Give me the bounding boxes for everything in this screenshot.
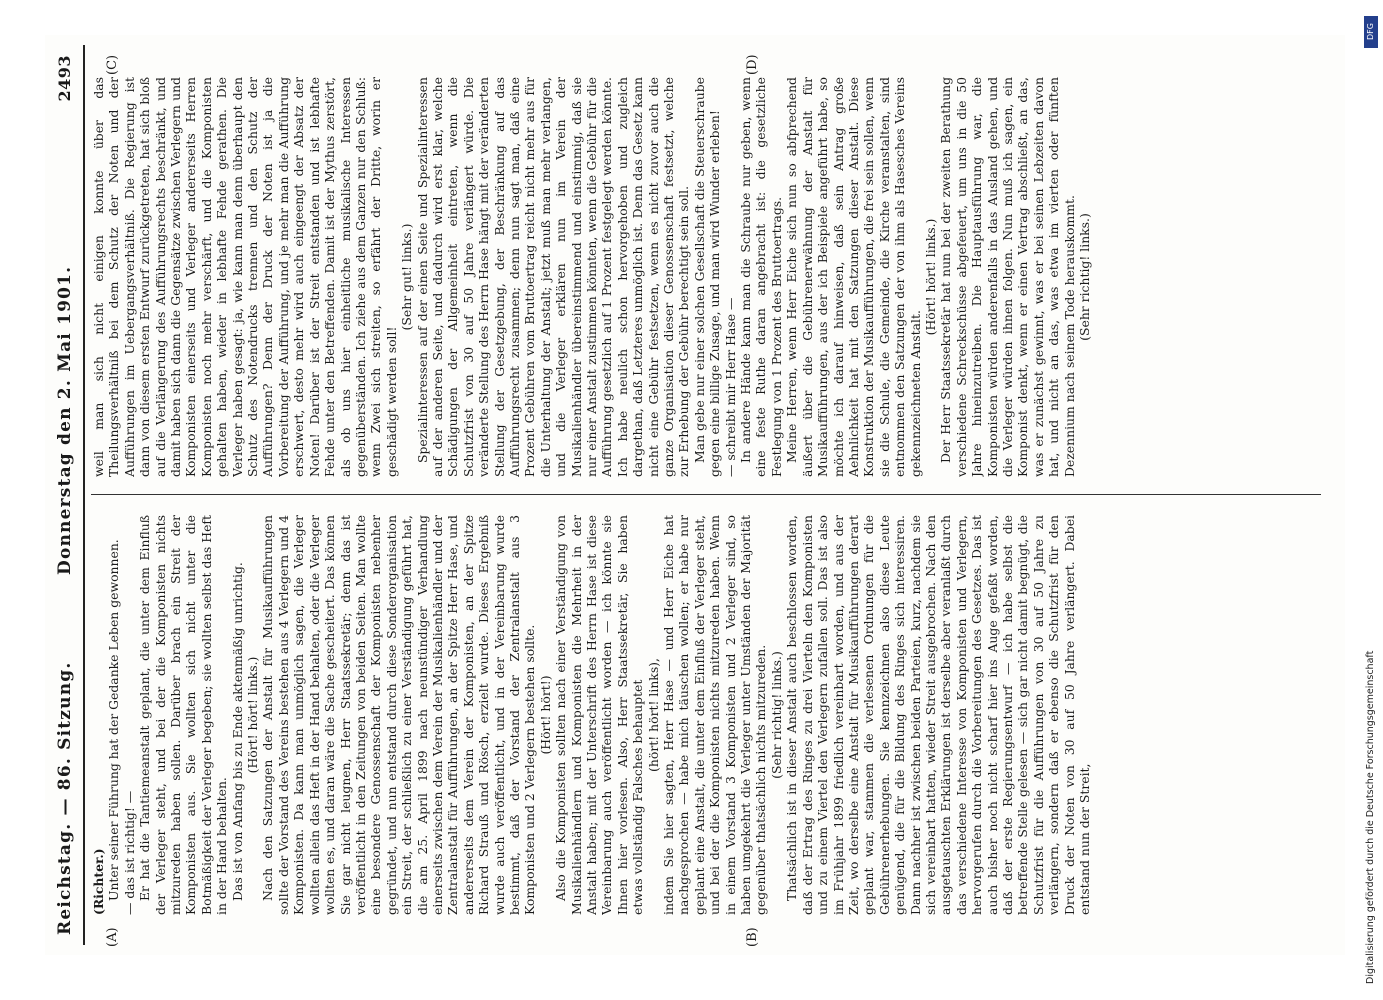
paragraph: (Richter.) [91,848,106,915]
paragraph: — das ist richtig! — [121,790,137,915]
page-header [49,35,83,955]
paragraph: weil man sich nicht einigen konnte über das Theilungsverhältniß bei dem Schutz der Noten und der Aufführungen im Uebergangsverhältniß. Die Regierung ist dann von diesem ersten Entwurf zurückgetreten, hat sich bloß auf die Verlängerung des Aufführungsrechts beschränkt, und damit haben sich dann die Gegensätze zwischen Verlegern und Komponisten einerseits und Verleger andererseits Herren Komponisten noch mehr verschärft, und die Komponisten gehalten haben, wieder in lebhafte Fehde gerathen. Die Verleger haben gesagt: ja, wie kann man denn überhaupt den Schutz des Notendrucks trennen und den Schutz der Aufführungen? Denn der Druck der Noten ist ja die Vorbereitung der Aufführung, und je mehr man die Aufführung erschwert, desto mehr wird auch eingeengt der Absatz der Noten! Darüber ist der Streit entstanden und ist lebhafte Fehde unter den Betreffenden. Damit ist der Mythus zerstört, als ob uns hier einheitliche musikalische Interessen gegenüberständen. Ich ziehe aus dem Ganzen nur den Schluß: wenn Zwei sich streiten, so erfährt der Dritte, worin er geschädigt werden soll! [91,77,399,477]
paragraph: Meine Herren, wenn Herr Eiche sich nun so abfprechend äußert über die Gebührenerwähnung der Anstalt für Musikaufführungen, aus der ich Beispiele angeführt habe, so möchte ich darauf hinweisen, daß sein Antrag große Aehnlichkeit hat mit den Satzungen dieser Anstalt. Diese Konstruktion der Musikaufführungen, die frei sein sollen, wenn sie die Schule, die Gemeinde, die Kirche veranstalten, sind entnommen den Satzungen der von ihm als Hasesches Vereins gekennzeichneten Anstalt. [784,77,923,477]
paragraph: (Hört! hört!) [537,675,553,755]
paragraph: Das ist von Anfang bis zu Ende aktenmäßig unrichtig. [229,562,245,901]
paragraph: indem Sie hier sagten, Herr Hase — und Herr Eiche hat nachgesprochen — habe mich täuschen wollen; er habe nur geplant eine Anstalt, die unter dem Einfluß der Verleger steht, und bei der die Komponisten nichts mitzureden haben. Wenn in einem Vorstand 3 Komponisten und 2 Verleger sind, so haben umgekehrt die Verleger unter Umständen der Majorität gegenüber thatsächlich nichts mitzureden. [661,515,769,915]
right-column [91,77,1321,477]
paragraph: — schreibt mir Herr Hase — [722,297,738,477]
paragraph: Er hat die Tantiemeanstalt geplant, die unter dem Einfluß der Verleger steht, und bei der die Komponisten nichts mitzureden haben sollen. Darüber brach ein Streit der Komponisten aus. Sie wollten sich nicht unter die Botmäßigkeit der Verleger begeben; sie wollten selbst das Heft in der Hand behalten. [137,515,230,915]
newspaper-page [45,35,1345,955]
paragraph: (Hört! hört! links.) [245,656,261,774]
header-date: Donnerstag den 2. Mai 1901. [55,265,75,575]
column-divider [91,494,1321,495]
paragraph: (Sehr richtig! links.) [768,651,784,779]
left-column [91,515,1321,915]
digitization-sidebar [1362,10,1380,990]
paragraph: (Hört! hört! links.) [922,218,938,336]
paragraph: Spezialinteressen auf der einen Seite und Spezialinteressen auf der anderen Seite, und dadurch wird erst klar, welche Schädigungen der Allgemeinheit eintreten, wenn die Schutzfrist von 30 auf 50 Jahre verlängert würde. Die veränderte Stellung des Herrn Hase hängt mit der veränderten Stellung der Gesetzgebung, der Beschränkung auf das Aufführungsrecht zusammen; denn nun sagt man, daß eine Prozent Gebühren vom Bruttoertrag reicht nicht mehr aus für die Unterhaltung der Anstalt; jetzt muß man mehr verlangen, und die Verleger erklären nun im Verein der Musikalienhändler übereinstimmend und einstimmig, daß sie nur einer Anstalt zustimmen könnten, wenn die Gebühr für die Aufführung gesetzlich auf 1 Prozent festgelegt werden könnte. Ich habe neulich schon hervorgehoben und zugleich dargethan, daß Letzteres unmöglich ist. Denn das Gesetz kann nicht eine Gebühr festsetzen, wenn es nicht zuvor auch die ganze Organisation dieser Genossenschaft festsetzt, welche zur Erhebung der Gebühr berechtigt sein soll. [414,77,692,477]
paragraph: (Sehr gut! links.) [399,223,415,331]
paragraph: Unter seiner Führung hat der Gedanke Leben gewonnen. [106,539,122,901]
paragraph: (Sehr richtig! links.) [1077,213,1092,341]
header-left: Reichstag. — 86. Sitzung. [55,661,75,935]
paragraph: Der Herr Staatssekretär hat nun bei der zweiten Berathung verschiedene Schreckschüsse abgefeuert, um uns in die 50 Jahre hineinzutreiben. Die Hauptausführung war, die Komponisten würden anderenfalls in das Ausland gehen, und die Verleger würden ihnen folgen. Nun muß ich sagen, ein Komponist denkt, wenn er einen Vertrag abschließt, an das, was er zunächst gewinnt, was er bei seinen Lebzeiten davon hat, und nicht an das, was etwa im vierten oder fünften Dezennium nach seinem Tode herauskommt. [938,77,1077,477]
paragraph: Also die Komponisten sollten nach einer Verständigung von Musikalienhändlern und Komponisten die Mehrheit in der Anstalt haben; mit der Unterschrift des Herrn Hase ist diese Vereinbarung auch veröffentlicht worden — ich könnte sie Ihnen hier vorlesen. Also, Herr Staatssekretär, Sie haben etwas vollständig Falsches behauptet [553,515,646,915]
paragraph: Thatsächlich ist in dieser Anstalt auch beschlossen worden, daß der Ertrag des Ringes zu drei Vierteln den Komponisten und zu einem Viertel den Verlegern zufallen soll. Das ist also im Frühjahr 1899 friedlich vereinbart worden, und aus der Zeit, wo derselbe eine Anstalt für Musikaufführungen derart geplant war, stammen die verlesenen Ordnungen für die Gebührenerhebungen. Sie kennzeichnen also diese Leute genügend, die für die Bildung des Ringes sich interessiren. Dann nachher ist zwischen beiden Parteien, kurz, nachdem sie sich vereinbart hatten, wieder Streit ausgebrochen. Nach den ausgetauschten Erklärungen ist derselbe aber veranlaßt durch das verschiedene Interesse von Komponisten und Verlegern, hervorgerufen durch die Vorbereitungen des Gesetzes. Das ist auch bisher noch nicht scharf hier ins Auge gefaßt worden, daß der erste Regierungsentwurf — ich habe selbst die betreffende Stelle gelesen — sich gar nicht damit begnügt, die Schutzfrist für die Aufführungen von 30 auf 50 Jahre zu verlängern, sondern daß er ebenso die Schutzfrist für den Druck der Noten von 30 auf 50 Jahre verlängert. Dabei entstand nun der Streit, [784,515,1092,915]
margin-label-d: (D) [745,54,760,75]
paragraph: Nach den Satzungen der Anstalt für Musikaufführungen sollte der Vorstand des Vereins bestehen aus 4 Verlegern und 4 Komponisten. Da kann man unmöglich sagen, die Verleger wollten allein das Heft in der Hand behalten, oder die Verleger wollten es, und daran wäre die Sache gescheitert. Das können Sie gar nicht leugnen, Herr Staatssekretär; denn das ist veröffentlicht in den Zeitungen von beiden Seiten. Man wollte eine besondere Genossenschaft der Komponisten nebenher gegründet, und nun entstand durch diese Sonderorganisation ein Streit, der schließlich zu einer Verständigung geführt hat, die am 25. April 1899 nach neunstündiger Verhandlung einerseits zwischen dem Verein der Musikalienhändler und der Zentralanstalt für Aufführungen, an der Spitze Herr Hase, und andererseits dem Verein der Komponisten, an der Spitze Richard Strauß und Rösch, erzielt wurde. Dieses Ergebniß wurde auch veröffentlicht, und in der Vereinbarung wurde bestimmt, daß der Vorstand der Zentralanstalt aus 3 Komponisten und 2 Verlegern bestehen sollte. [260,515,538,915]
header-rule [83,45,85,945]
paragraph: Man gebe nur einer solchen Gesellschaft die Steuerschraube gegen eine billige Zusage, und man wird Wunder erleben! [691,77,723,477]
page-number: 2493 [55,55,74,102]
dfg-logo: DFG [1364,16,1378,48]
margin-label-b: (B) [745,927,760,947]
paragraph: (hört! hört! links), [645,658,661,772]
margin-label-a: (A) [105,927,120,947]
funding-note: Digitalisierung gefördert durch die Deutsche Forschungsgemeinschaft [1365,650,1376,984]
paragraph: In andere Hände kann man die Schraube nur geben, wenn eine feste Ruthe daran angebracht ist: die gesetzliche Festlegung von 1 Prozent des Bruttoertrags. [738,77,784,477]
margin-label-c: (C) [105,54,120,75]
